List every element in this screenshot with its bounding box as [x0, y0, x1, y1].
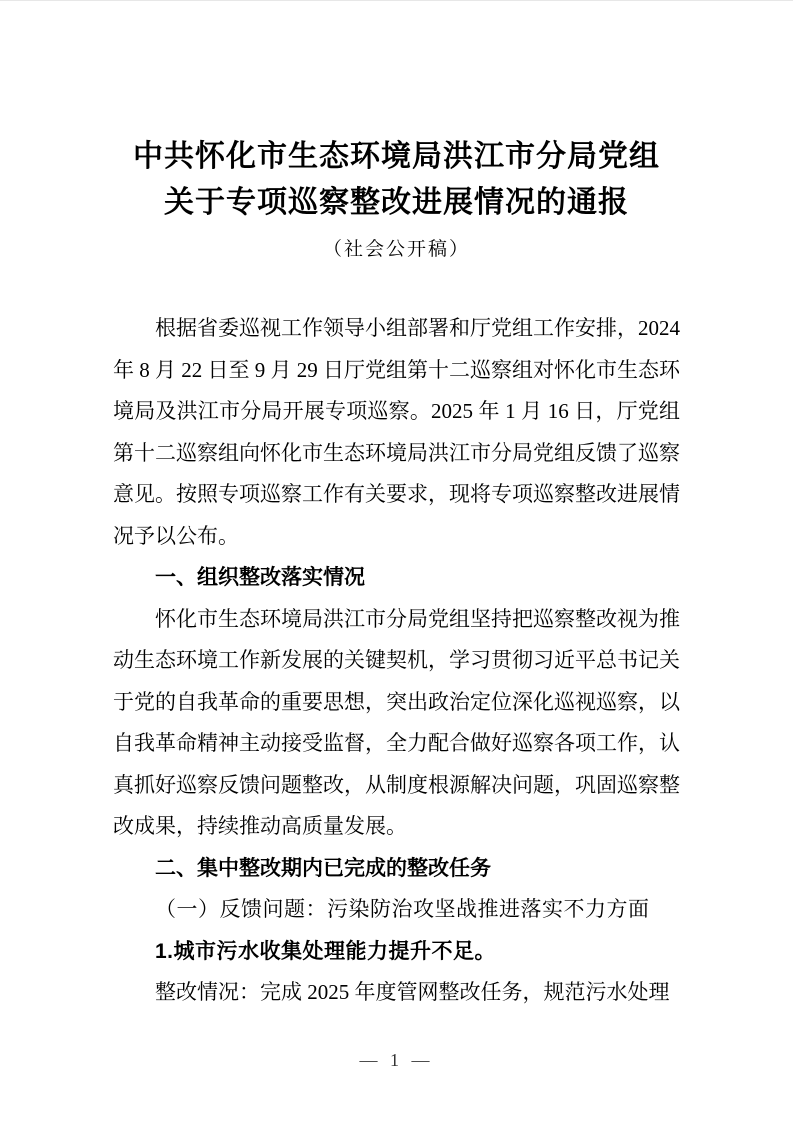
paragraph-section-1: 怀化市生态环境局洪江市分局党组坚持把巡察整改视为推动生态环境工作新发展的关键契机，学习贯彻习近平总书记关于党的自我革命的重要思想，突出政治定位深化巡视巡察，以自我革命精神主动接受监督，全力配合做好巡察各项工作，认真抓好巡察反馈问题整改，从制度根源解决问题，巩固巡察整改成果，持续推动高质量发展。 — [113, 606, 680, 838]
document-body — [113, 308, 680, 1014]
section-heading-1: 一、组织整改落实情况 — [155, 566, 365, 589]
page-number: — 1 — — [359, 1050, 434, 1070]
document-subtitle: （社会公开稿） — [322, 239, 470, 260]
document-title-line-1: 中共怀化市生态环境局洪江市分局党组 — [133, 140, 660, 173]
rectification-status-line: 整改情况：完成 2025 年度管网整改任务，规范污水处理 — [155, 980, 670, 1004]
section-heading-2: 二、集中整改期内已完成的整改任务 — [155, 856, 491, 880]
document-title-line-2: 关于专项巡察整改进展情况的通报 — [164, 186, 629, 219]
paragraph-intro: 根据省委巡视工作领导小组部署和厅党组工作安排，2024 年 8 月 22 日至 9 月 29 日厅党组第十二巡察组对怀化市生态环境局及洪江市分局开展专项巡察。2025 年 1 月 16 日，厅党组第十二巡察组向怀化市生态环境局洪江市分局党组反馈了巡察意见。按照专项巡察工作有关要求，现将专项巡察整改进展情况予以公布。 — [113, 316, 680, 548]
feedback-issue-line: （一）反馈问题：污染防治攻坚战推进落实不力方面 — [155, 897, 650, 921]
issue-point-1: 1.城市污水收集处理能力提升不足。 — [155, 939, 497, 963]
